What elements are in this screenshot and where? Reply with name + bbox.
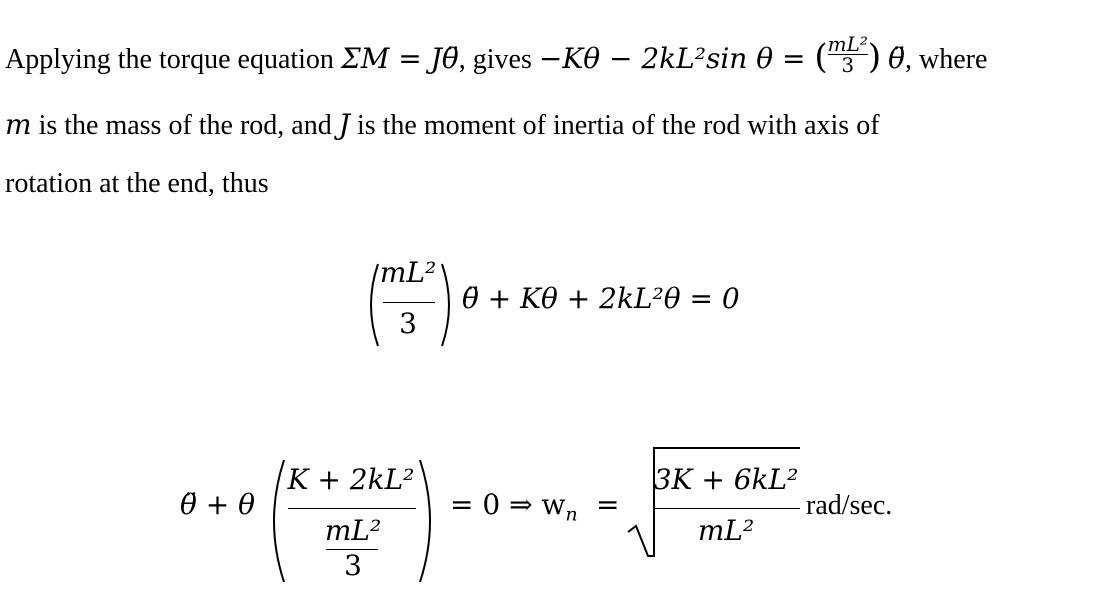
equation1-frac-den: 3 — [399, 307, 417, 340]
paragraph-line-2 — [5, 108, 880, 143]
text: , gives — [458, 44, 539, 75]
equation2-inner-den-num: mL² — [324, 514, 382, 547]
equation2-right-paren — [416, 458, 442, 584]
equation2-root-num: 3K + 6kL² — [653, 463, 799, 496]
symbol-J: J — [338, 108, 350, 141]
equation2-subscript-n: n — [565, 503, 578, 526]
fraction-denominator: 3 — [841, 53, 855, 78]
text: is the moment of inertia of the rod with axis of — [349, 110, 880, 141]
equation2-eq-sign: = — [596, 488, 620, 521]
equation2-lhs: θ̈ + θ — [180, 488, 255, 521]
paragraph-line-1 — [5, 32, 988, 78]
equation2-inner-num: K + 2kL² — [287, 463, 415, 496]
equation2-root-bar — [654, 508, 800, 509]
equation1-rest: θ̈ + Kθ + 2kL²θ = 0 — [462, 282, 740, 315]
equation2-inner-den-den: 3 — [344, 549, 362, 582]
inline-fraction — [827, 32, 868, 78]
equation1-frac-bar — [383, 302, 435, 303]
theta-ddot: θ̈ — [888, 42, 905, 75]
fraction-numerator: mL² — [827, 32, 868, 57]
equation1-right-paren — [438, 262, 458, 348]
text: rotation at the end, thus — [5, 168, 269, 199]
torque-equation: ΣM = Jθ̈ — [340, 42, 459, 75]
expression: −Kθ − 2kL²sin θ = — [538, 42, 815, 75]
text: , where — [905, 44, 988, 75]
left-paren: ( — [814, 37, 828, 77]
equation2-mid-text: = 0 ⇒ w — [450, 488, 566, 521]
equation1-frac-num: mL² — [379, 256, 437, 289]
equation2-mid — [450, 488, 578, 526]
text: is the mass of the rod, and — [31, 110, 339, 141]
equation2-root-den: mL² — [697, 514, 755, 547]
paragraph-line-3 — [5, 167, 269, 201]
right-paren: ) — [867, 37, 882, 77]
text: Applying the torque equation — [5, 44, 341, 75]
symbol-m: m — [5, 108, 32, 141]
equation2-units: rad/sec. — [806, 490, 893, 521]
equation2-inner-bar — [288, 508, 416, 509]
